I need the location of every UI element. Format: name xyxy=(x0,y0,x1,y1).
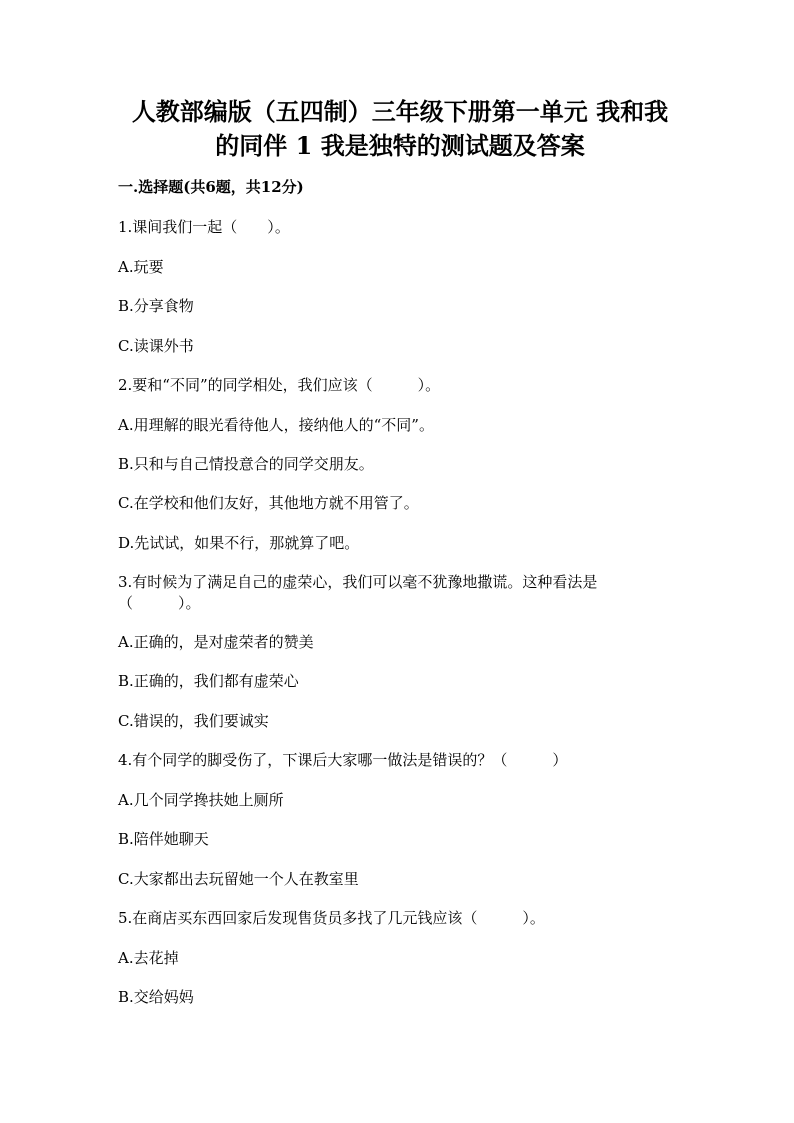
question-2-option-d: D.先试试，如果不行，那就算了吧。 xyxy=(118,534,360,552)
question-5-option-b: B.交给妈妈 xyxy=(118,988,194,1006)
section-heading: 一.选择题(共6题，共12分) xyxy=(118,178,304,196)
question-3-stem-continued: （ ）。 xyxy=(118,594,201,612)
document-title-line-1: 人教部编版（五四制）三年级下册第一单元 我和我 xyxy=(131,97,669,126)
question-2-option-c: C.在学校和他们友好，其他地方就不用管了。 xyxy=(118,494,419,512)
question-3-stem: 3.有时候为了满足自己的虚荣心，我们可以毫不犹豫地撒谎。这种看法是 xyxy=(118,573,598,591)
question-1-stem: 1.课间我们一起（ ）。 xyxy=(118,218,290,236)
question-2-option-a: A.用理解的眼光看待他人，接纳他人的“不同”。 xyxy=(118,416,434,434)
question-4-option-c: C.大家都出去玩留她一个人在教室里 xyxy=(118,870,359,888)
question-2-stem: 2.要和“不同”的同学相处，我们应该（ ）。 xyxy=(118,376,441,394)
question-5-stem: 5.在商店买东西回家后发现售货员多找了几元钱应该（ ）。 xyxy=(118,909,545,927)
question-4-stem: 4.有个同学的脚受伤了，下课后大家哪一做法是错误的？（ ） xyxy=(118,751,568,769)
question-5-option-a: A.去花掉 xyxy=(118,949,179,967)
question-4-option-b: B.陪伴她聊天 xyxy=(118,830,209,848)
question-3-option-b: B.正确的，我们都有虚荣心 xyxy=(118,672,299,690)
document-title-line-2: 的同伴 1 我是独特的测试题及答案 xyxy=(215,131,585,160)
question-3-option-a: A.正确的，是对虚荣者的赞美 xyxy=(118,633,314,651)
question-1-option-b: B.分享食物 xyxy=(118,297,194,315)
question-1-option-a: A.玩要 xyxy=(118,258,164,276)
question-4-option-a: A.几个同学搀扶她上厕所 xyxy=(118,791,284,809)
question-3-option-c: C.错误的，我们要诚实 xyxy=(118,712,269,730)
question-2-option-b: B.只和与自己情投意合的同学交朋友。 xyxy=(118,455,374,473)
question-1-option-c: C.读课外书 xyxy=(118,337,194,355)
